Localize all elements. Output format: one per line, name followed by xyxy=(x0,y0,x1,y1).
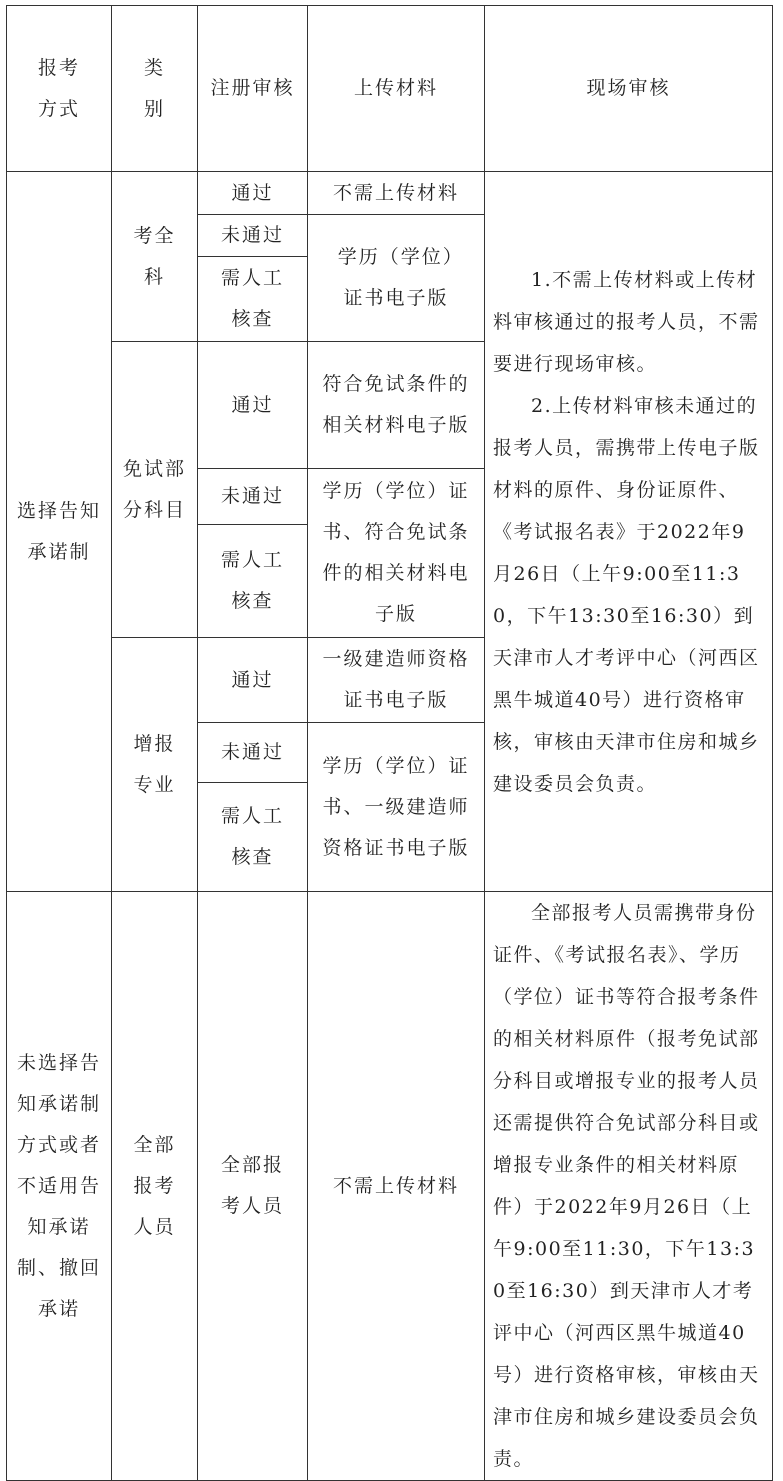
nonpromise-category: 全部报考人员 xyxy=(112,892,198,1481)
table-header-row xyxy=(7,6,773,172)
category-exempt: 免试部分科目 xyxy=(112,342,198,638)
header-registration-review: 注册审核 xyxy=(198,6,308,172)
full-pass: 通过 xyxy=(198,172,308,215)
add-fail: 未通过 xyxy=(198,723,308,783)
promise-onsite-review xyxy=(485,172,773,892)
full-fail-material: 学历（学位）证书电子版 xyxy=(308,215,485,342)
nonpromise-onsite-review: 全部报考人员需携带身份证件、《考试报名表》、学历（学位）证书等符合报考条件的相关材料原件（报考免试部分科目或增报专业的报考人员还需提供符合免试部分科目或增报专业条件的相关材料原件）于2022年9月26日（上午9:00至11:30，下午13:30至16:30）到天津市人才考评中心（河西区黑牛城道40号）进行资格审核，审核由天津市住房和城乡建设委员会负责。 xyxy=(485,892,773,1481)
onsite-paragraph-1: 1.不需上传材料或上传材料审核通过的报考人员，不需要进行现场审核。 xyxy=(493,268,760,375)
header-category: 类别 xyxy=(112,6,198,172)
category-add: 增报专业 xyxy=(112,638,198,892)
promise-method: 选择告知承诺制 xyxy=(7,172,112,892)
exempt-manual: 需人工核查 xyxy=(198,525,308,638)
onsite-paragraph-2: 2.上传材料审核未通过的报考人员，需携带上传电子版材料的原件、身份证原件、《考试报名表》于2022年9月26日（上午9:00至11:30，下午13:30至16:30）到天津市人才考评中心（河西区黑牛城道40号）进行资格审核，审核由天津市住房和城乡建设委员会负责。 xyxy=(493,394,760,795)
header-upload-materials: 上传材料 xyxy=(308,6,485,172)
add-pass-material: 一级建造师资格证书电子版 xyxy=(308,638,485,723)
exempt-fail-material: 学历（学位）证书、符合免试条件的相关材料电子版 xyxy=(308,469,485,638)
exempt-fail: 未通过 xyxy=(198,469,308,525)
table-row xyxy=(7,892,773,1481)
header-method: 报考方式 xyxy=(7,6,112,172)
add-pass: 通过 xyxy=(198,638,308,723)
exempt-pass: 通过 xyxy=(198,342,308,469)
exempt-pass-material: 符合免试条件的相关材料电子版 xyxy=(308,342,485,469)
add-fail-material: 学历（学位）证书、一级建造师资格证书电子版 xyxy=(308,723,485,892)
full-fail: 未通过 xyxy=(198,215,308,257)
nonpromise-registration-review: 全部报考人员 xyxy=(198,892,308,1481)
header-onsite-review: 现场审核 xyxy=(485,6,773,172)
nonpromise-upload-materials: 不需上传材料 xyxy=(308,892,485,1481)
add-manual: 需人工核查 xyxy=(198,783,308,892)
full-manual: 需人工核查 xyxy=(198,257,308,342)
nonpromise-method: 未选择告知承诺制方式或者不适用告知承诺制、撤回承诺 xyxy=(7,892,112,1481)
exam-registration-table xyxy=(6,5,773,1481)
table-row xyxy=(7,172,773,215)
category-full: 考全科 xyxy=(112,172,198,342)
full-pass-material: 不需上传材料 xyxy=(308,172,485,215)
